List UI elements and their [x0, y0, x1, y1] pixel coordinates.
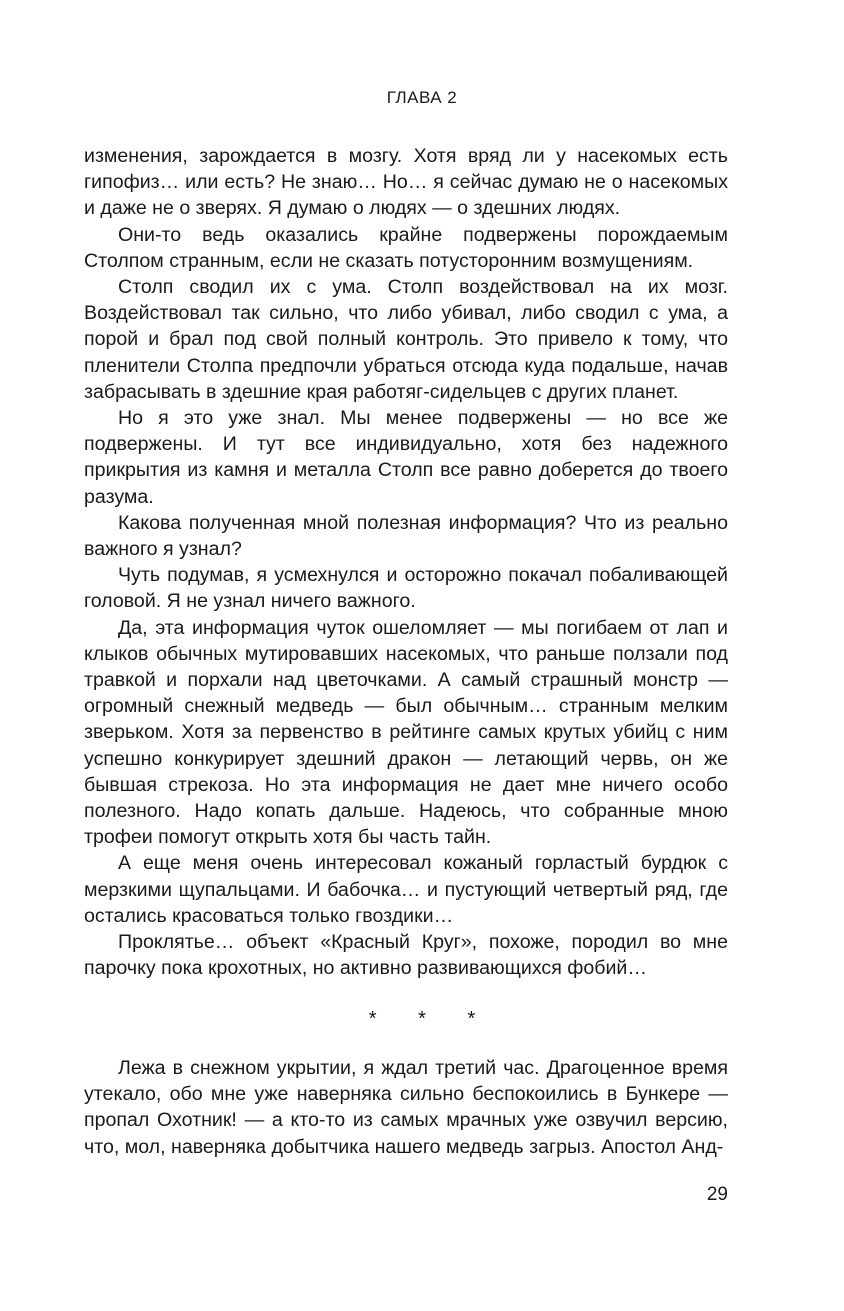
- paragraph: изменения, зарождается в мозгу. Хотя вряд ли у насекомых есть гипофиз… или есть? Не знаю… Но… я сейчас думаю не о насекомых и даже не о зверях. Я думаю о людях — о здешних людях.: [84, 145, 728, 220]
- paragraph: Лежа в снежном укрытии, я ждал третий час. Драгоценное время утекало, обо мне уже наверняка сильно беспокоились в Бункере — пропал Охотник! — а кто-то из самых мрачных уже озвучил версию, что, мол, наверняка добытчика нашего медведь загрыз. Апостол Анд-: [84, 1057, 728, 1158]
- paragraph: А еще меня очень интересовал кожаный горластый бурдюк с мерзкими щупальцами. И бабочка… и пустующий четвертый ряд, где остались красоваться только гвоздики…: [84, 852, 728, 927]
- paragraph: Какова полученная мной полезная информация? Что из реально важного я узнал?: [84, 511, 728, 561]
- body-text-section-1: [84, 143, 728, 982]
- paragraph: Проклятье… объект «Красный Круг», похоже, породил во мне парочку пока крохотных, но активно развивающихся фобий…: [84, 931, 728, 980]
- paragraph: Но я это уже знал. Мы менее подвержены — но все же подвержены. И тут все индивидуально, хотя без надежного прикрытия из камня и металла Столп все равно доберется до твоего разума.: [84, 407, 728, 508]
- paragraph: Чуть подумав, я усмехнулся и осторожно покачал побаливающей головой. Я не узнал ничего важного.: [84, 564, 728, 613]
- paragraph: Да, эта информация чуток ошеломляет — мы погибаем от лап и клыков обычных мутировавших насекомых, что раньше ползали под травкой и порхали над цветочками. А самый страшный монстр — огромный снежный медведь — был обычным… странным мелким зверьком. Хотя за первенство в рейтинге самых крутых убийц с ним успешно конкурирует здешний дракон — летающий червь, он же бывшая стрекоза. Но эта информация не дает мне ничего особо полезного. Надо копать дальше. Надеюсь, что собранные мною трофеи помогут открыть хотя бы часть тайн.: [84, 616, 728, 849]
- page-number: 29: [706, 1184, 728, 1205]
- section-separator: * * *: [368, 1008, 494, 1030]
- running-head: ГЛАВА 2: [386, 88, 458, 107]
- body-text-section-2: [84, 1055, 728, 1160]
- paragraph: Они-то ведь оказались крайне подвержены порождаемым Столпом странным, если не сказать потусторонним возмущениям.: [84, 223, 728, 272]
- paragraph: Столп сводил их с ума. Столп воздействовал на их мозг. Воздействовал так сильно, что либо убивал, либо сводил с ума, а порой и брал под свой полный контроль. Это привело к тому, что пленители Столпа предпочли убраться отсюда куда подальше, начав забрасывать в здешние края работяг-сидельцев с других планет.: [84, 276, 728, 403]
